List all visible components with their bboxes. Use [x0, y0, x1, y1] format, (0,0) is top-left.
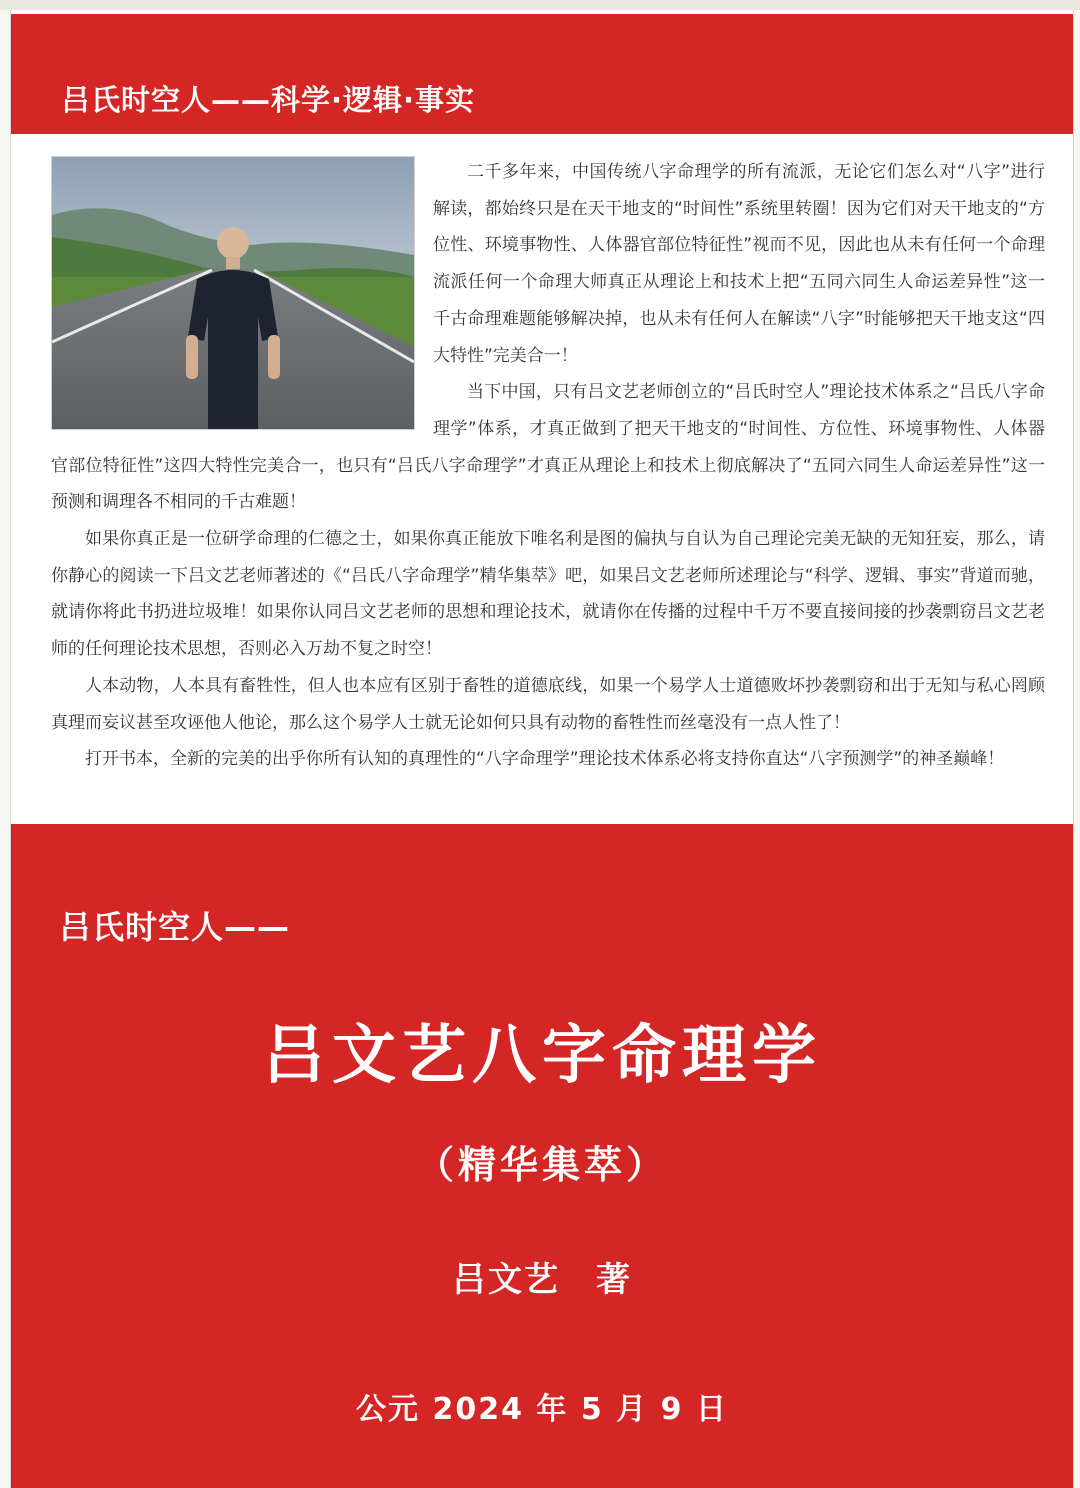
book-title: 吕文艺八字命理学: [262, 1018, 822, 1093]
series-label: 吕氏时空人——: [59, 908, 291, 946]
book-author: 吕文艺 著: [452, 1260, 632, 1300]
article-paragraph: 人本动物，人本具有畜牲性，但人也本应有区别于畜牲的道德底线，如果一个易学人士道德败坏抄袭剽窃和出于无知与私心罔顾真理而妄议甚至攻诬他人他论，那么这个易学人士就无论如何只具有动物的畜牲性而丝毫没有一点人性了！: [51, 675, 1045, 733]
book-cover-panel: [11, 824, 1073, 1488]
header-banner: [11, 14, 1073, 134]
author-photo: [51, 156, 415, 430]
article-paragraph: 二千多年来，中国传统八字命理学的所有流派，无论它们怎么对“八字”进行解读，都始终只是在天干地支的“时间性”系统里转圈！因为它们对天干地支的“方位性、环境事物性、人体器官部位特征性”视而不见，因此也从未有任何一个命理流派任何一个命理大师真正从理论上和技术上把“五同六同生人命运差异性”这一千古命理难题能够解决掉，也从未有任何人在解读“八字”时能够把天干地支这“四大特性”完美合一！: [433, 162, 1045, 366]
article-paragraph: 打开书本，全新的完美的出乎你所有认知的真理性的“八字命理学”理论技术体系必将支持你直达“八字预测学”的神圣巅峰！: [85, 749, 1005, 770]
header-title: 吕氏时空人——科学·逻辑·事实: [61, 83, 476, 117]
book-subtitle: （精华集萃）: [415, 1142, 668, 1187]
page-top-edge: [0, 0, 1080, 10]
book-page: [10, 10, 1074, 1488]
publication-date: 公元 2024 年 5 月 9 日: [356, 1392, 728, 1427]
article-body: [51, 154, 1045, 778]
article-paragraph: 当下中国，只有吕文艺老师创立的“吕氏时空人”理论技术体系之“吕氏八字命理学”体系，才真正做到了把天干地支的“时间性、方位性、环境事物性、人体器官部位特征性”这四大特性完美合一，也只有“吕氏八字命理学”才真正从理论上和技术上彻底解决了“五同六同生人命运差异性”这一预测和调理各不相同的千古难题！: [51, 382, 1045, 513]
article-paragraph: 如果你真正是一位研学命理的仁德之士，如果你真正能放下唯名利是图的偏执与自认为自己理论完美无缺的无知狂妄，那么，请你静心的阅读一下吕文艺老师著述的《“吕氏八字命理学”精华集萃》吧，如果吕文艺老师所述理论与“科学、逻辑、事实”背道而驰，就请你将此书扔进垃圾堆！如果你认同吕文艺老师的思想和理论技术，就请你在传播的过程中千万不要直接间接的抄袭剽窃吕文艺老师的任何理论技术思想，否则必入万劫不复之时空！: [51, 529, 1045, 660]
